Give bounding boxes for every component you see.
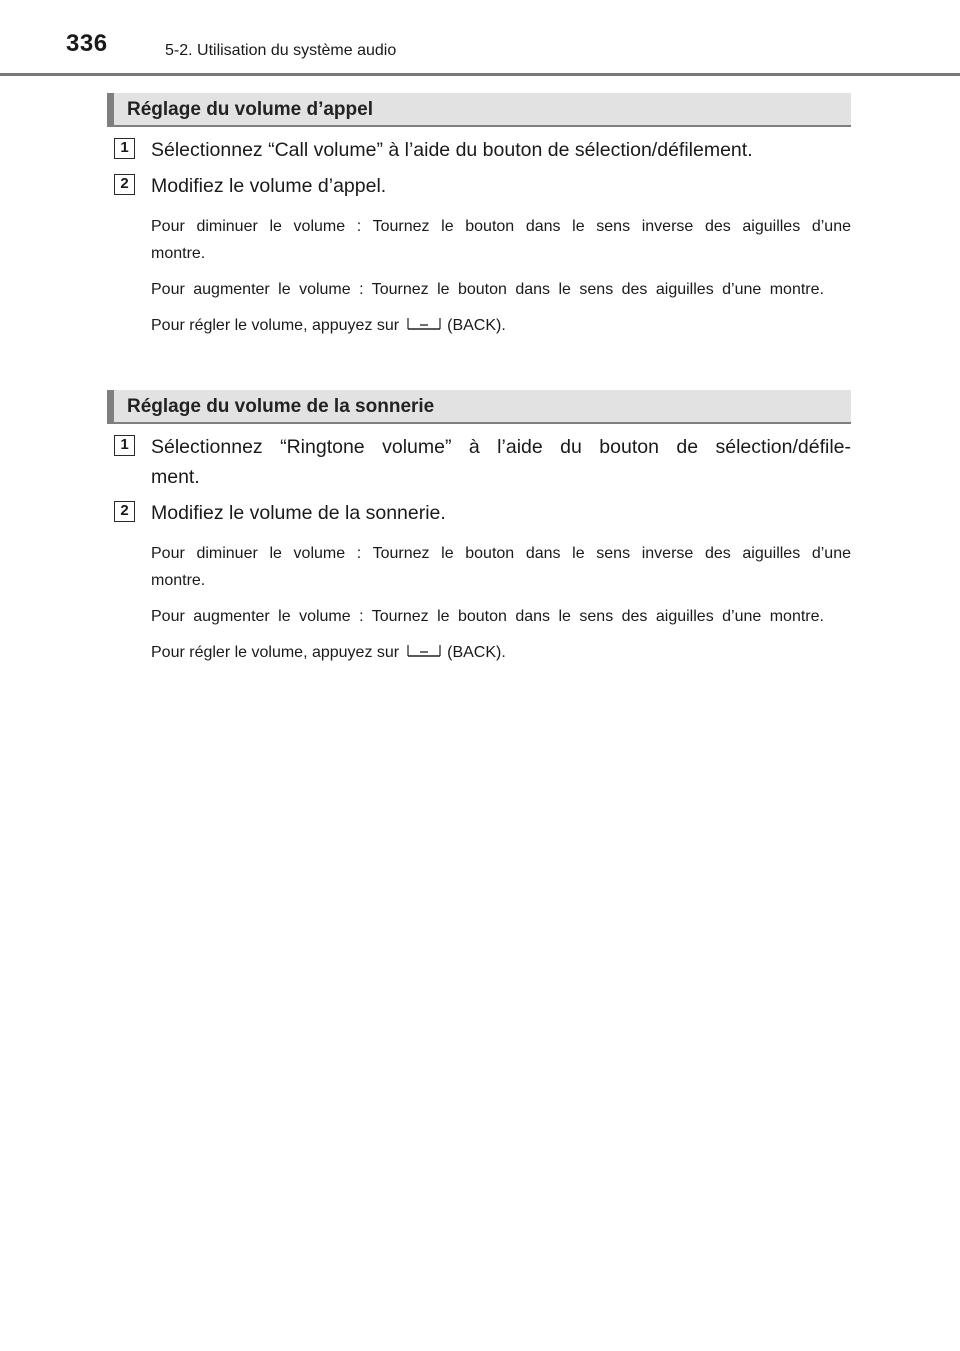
section-title: Réglage du volume d’appel — [127, 99, 373, 120]
section-heading-bar — [107, 390, 851, 424]
section-title: Réglage du volume de la sonnerie — [127, 396, 435, 417]
step-number-badge: 2 — [114, 174, 135, 195]
section-ringtone-volume — [107, 390, 851, 666]
section-call-volume — [107, 93, 851, 339]
step-text: Modifiez le volume de la sonnerie. — [151, 502, 446, 524]
step-text: Modifiez le volume d’appel. — [151, 175, 387, 197]
note-increase: Pour augmenter le volume : Tournez le bouton dans le sens des aiguilles d’une montre. — [151, 608, 824, 625]
step-number-badge: 1 — [114, 138, 135, 159]
step-text: Sélectionnez “Call volume” à l’aide du bouton de sélection/défilement. — [151, 139, 753, 161]
note-decrease: Pour diminuer le volume : Tournez le bouton dans le sens inverse des aiguilles d’une montre. — [151, 218, 851, 262]
note-back — [107, 639, 851, 666]
page-header — [0, 0, 960, 78]
step-number-badge: 2 — [114, 501, 135, 522]
back-button-icon — [407, 644, 441, 658]
back-note-text: Pour régler le volume, appuyez sur — [151, 317, 400, 334]
step-2 — [107, 498, 851, 528]
back-note-text: Pour régler le volume, appuyez sur — [151, 644, 400, 661]
step-number-badge: 1 — [114, 435, 135, 456]
back-note-suffix: (BACK). — [447, 644, 506, 661]
step-text: Sélectionnez “Ringtone volume” à l’aide du bouton de sélection/défile-ment. — [151, 436, 851, 488]
step-1 — [107, 432, 851, 492]
running-head: 5-2. Utilisation du système audio — [165, 42, 397, 59]
note-back — [107, 312, 851, 339]
note-increase: Pour augmenter le volume : Tournez le bouton dans le sens des aiguilles d’une montre. — [151, 281, 824, 298]
section-heading-bar — [107, 93, 851, 127]
back-note-suffix: (BACK). — [447, 317, 506, 334]
step-1 — [107, 135, 851, 165]
header-rule — [0, 73, 960, 76]
back-button-icon — [407, 317, 441, 331]
page-number: 336 — [66, 30, 108, 57]
step-2 — [107, 171, 851, 201]
note-decrease: Pour diminuer le volume : Tournez le bouton dans le sens inverse des aiguilles d’une montre. — [151, 545, 851, 589]
